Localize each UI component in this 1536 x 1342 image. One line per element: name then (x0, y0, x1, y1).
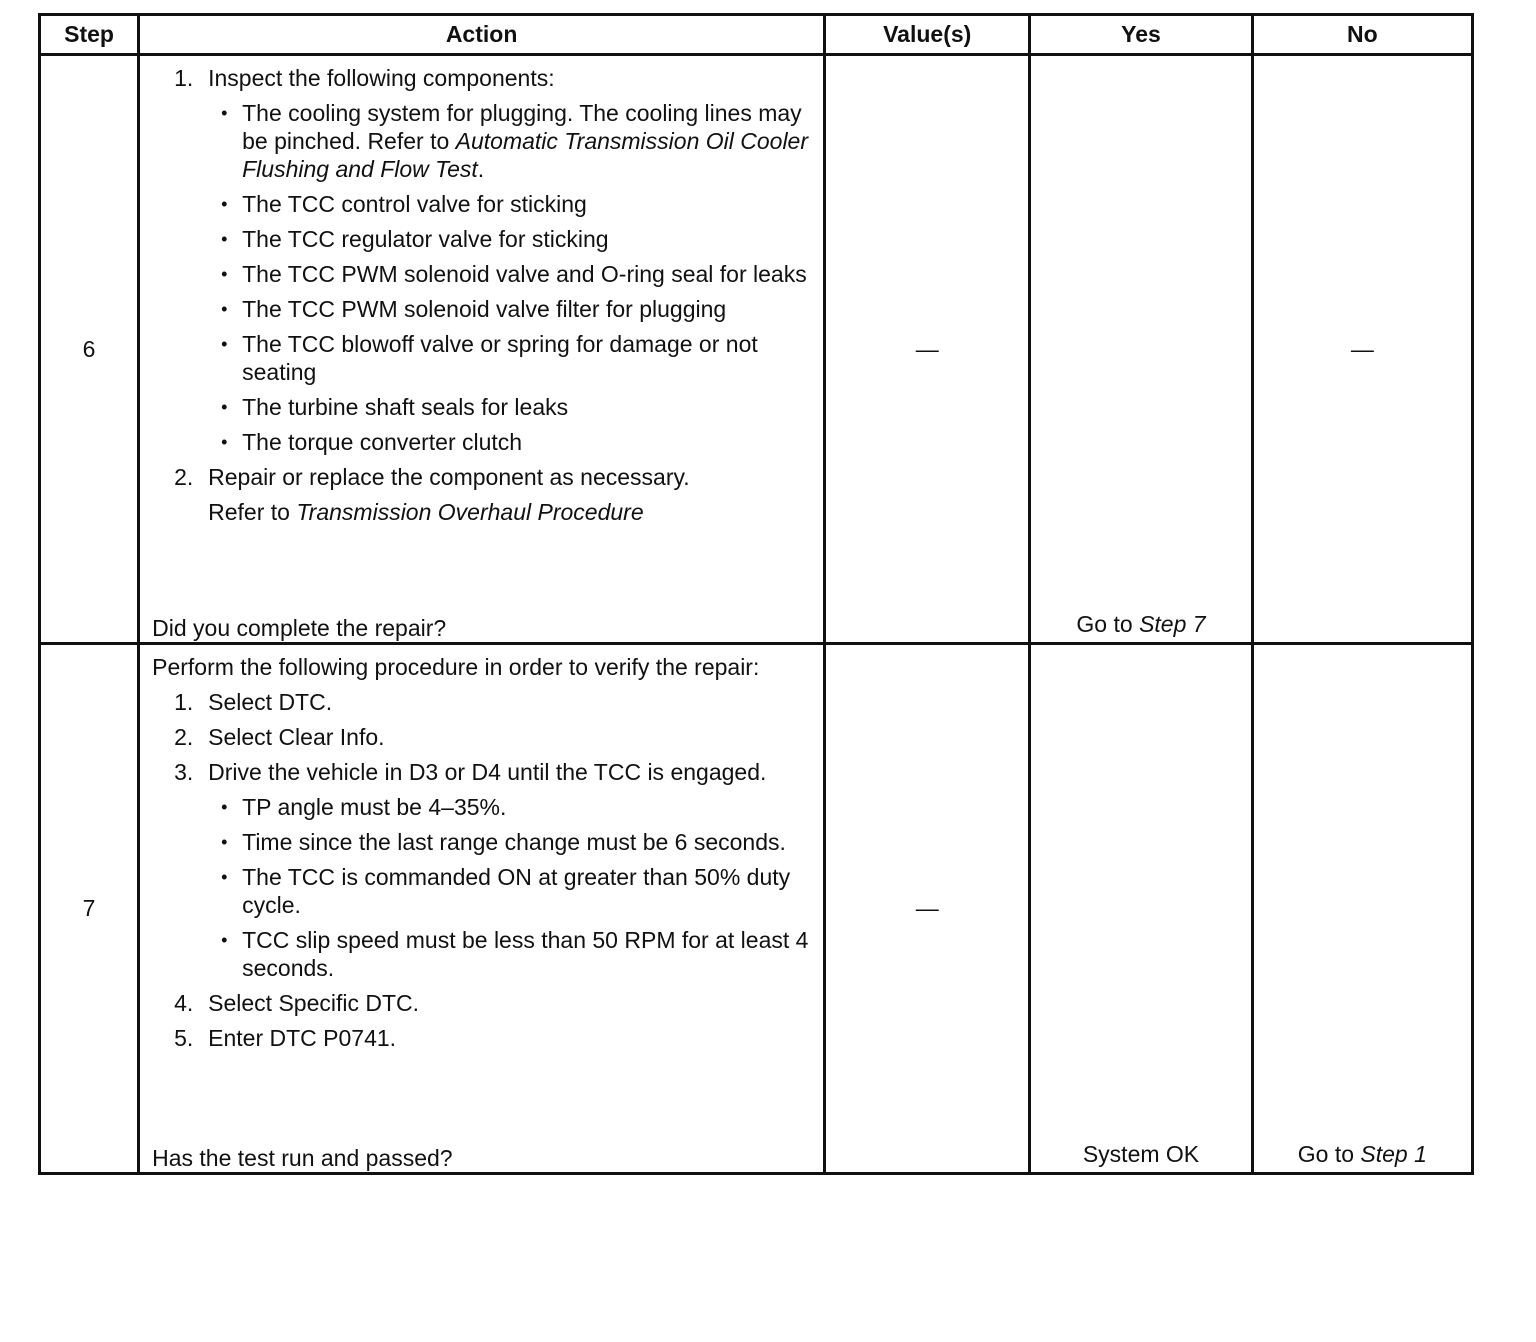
yes-cell (1030, 55, 1252, 644)
component-list (208, 99, 811, 456)
bullet-icon: • (221, 432, 228, 452)
header-action: Action (139, 15, 825, 55)
step-reference: Step 1 (1360, 1141, 1427, 1167)
item-text: Inspect the following components: (208, 65, 555, 91)
question-text: Did you complete the repair? (152, 615, 447, 641)
bullet-text: The TCC blowoff valve or spring for damage or not seating (242, 331, 758, 385)
bullet-text: TP angle must be 4–35%. (242, 794, 507, 820)
list-item (208, 828, 811, 856)
yes-answer (1031, 611, 1250, 638)
no-answer (1254, 1141, 1471, 1168)
value-text: — (915, 895, 939, 921)
item-number: 2. (174, 724, 194, 750)
table-row-step-6 (40, 55, 1473, 644)
step-number: 6 (40, 55, 139, 644)
bullet-text: TCC slip speed must be less than 50 RPM for at least 4 seconds. (242, 927, 809, 981)
item-text: Select Specific DTC. (208, 990, 420, 1016)
header-yes: Yes (1030, 15, 1252, 55)
list-item (208, 926, 811, 982)
list-item (208, 330, 811, 386)
step-number: 7 (40, 644, 139, 1174)
list-item (208, 793, 811, 821)
header-no: No (1252, 15, 1472, 55)
condition-list (208, 793, 811, 982)
list-item (208, 225, 811, 253)
no-cell (1252, 644, 1472, 1174)
action-cell (139, 644, 825, 1174)
header-values: Value(s) (825, 15, 1030, 55)
value-text: — (915, 335, 939, 362)
list-item (208, 260, 811, 288)
procedure-intro: Perform the following procedure in order to verify the repair: (152, 654, 760, 680)
item-text: Select Clear Info. (208, 724, 385, 750)
refer-text: Refer to (208, 499, 297, 525)
refer-line (152, 498, 811, 526)
bullet-text: Time since the last range change must be 6 seconds. (242, 829, 786, 855)
bullet-icon: • (221, 867, 228, 887)
yes-cell (1030, 644, 1252, 1174)
header-step: Step (40, 15, 139, 55)
bullet-icon: • (221, 299, 228, 319)
bullet-icon: • (221, 930, 228, 950)
document-reference: Transmission Overhaul Procedure (296, 499, 644, 525)
bullet-icon: • (221, 334, 228, 354)
action-cell (139, 55, 825, 644)
bullet-text: The TCC is commanded ON at greater than 50% duty cycle. (242, 864, 791, 918)
list-item (208, 428, 811, 456)
list-item (152, 989, 811, 1017)
bullet-icon: • (221, 194, 228, 214)
bullet-text: The TCC PWM solenoid valve filter for plugging (242, 296, 727, 322)
no-answer: — (1350, 335, 1374, 362)
item-text: Repair or replace the component as necessary. (208, 464, 690, 490)
value-cell (825, 644, 1030, 1174)
no-cell (1252, 55, 1472, 644)
bullet-text: The TCC PWM solenoid valve and O-ring seal for leaks (242, 261, 807, 287)
item-number: 5. (174, 1025, 194, 1051)
list-item (152, 688, 811, 716)
bullet-icon: • (221, 397, 228, 417)
list-item (152, 723, 811, 751)
bullet-icon: • (221, 797, 228, 817)
bullet-text: The TCC regulator valve for sticking (242, 226, 609, 252)
list-item (152, 463, 811, 491)
bullet-text: The cooling system for plugging. The cooling lines may be pinched. Refer to (242, 100, 802, 154)
item-text: Drive the vehicle in D3 or D4 until the TCC is engaged. (208, 759, 767, 785)
item-number: 4. (174, 990, 194, 1016)
diagnostic-table (38, 13, 1474, 1175)
header-row (40, 15, 1473, 55)
list-item (208, 295, 811, 323)
bullet-icon: • (221, 264, 228, 284)
item-number: 1. (174, 65, 194, 91)
step-reference: Step 7 (1139, 611, 1206, 637)
bullet-text: The torque converter clutch (242, 429, 523, 455)
list-item (208, 863, 811, 919)
value-cell (825, 55, 1030, 644)
list-item (208, 393, 811, 421)
list-item (208, 99, 811, 183)
list-item (152, 758, 811, 982)
list-item (152, 64, 811, 456)
bullet-text: The turbine shaft seals for leaks (242, 394, 569, 420)
bullet-tail: . (477, 156, 485, 182)
question-text: Has the test run and passed? (152, 1145, 453, 1171)
bullet-icon: • (221, 103, 228, 123)
bullet-icon: • (221, 229, 228, 249)
bullet-text: The TCC control valve for sticking (242, 191, 587, 217)
answer-prefix: Go to (1076, 611, 1140, 637)
document-reference: Automatic Transmission Oil Cooler Flushing and Flow Test (242, 128, 809, 182)
answer-prefix: Go to (1297, 1141, 1361, 1167)
item-text: Enter DTC P0741. (208, 1025, 397, 1051)
list-item (208, 190, 811, 218)
item-number: 2. (174, 464, 194, 490)
list-item (152, 1024, 811, 1052)
item-text: Select DTC. (208, 689, 333, 715)
yes-answer: System OK (1082, 1141, 1200, 1167)
item-number: 3. (174, 759, 194, 785)
bullet-icon: • (221, 832, 228, 852)
item-number: 1. (174, 689, 194, 715)
table-row-step-7 (40, 644, 1473, 1174)
